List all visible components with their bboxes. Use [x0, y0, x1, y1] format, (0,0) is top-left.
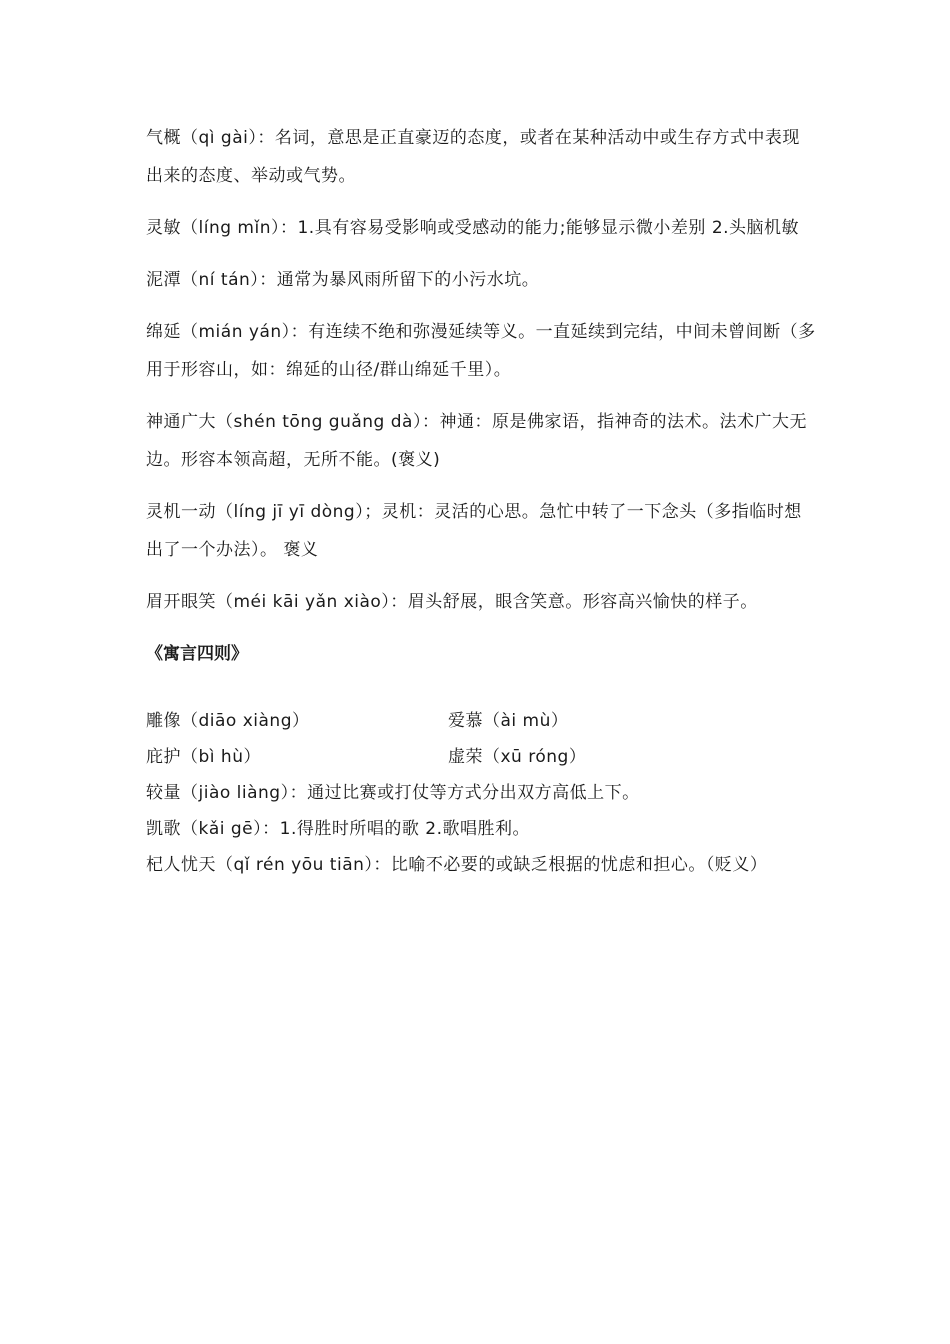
vocab-entry-meikaiyanxiao: 眉开眼笑（méi kāi yǎn xiào）：眉头舒展，眼含笑意。形容高兴愉快的样子。: [146, 592, 758, 612]
vocab-entry-lingmin: 灵敏（líng mǐn）：1.具有容易受影响或受感动的能力;能够显示微小差别 2.头脑机敏: [146, 218, 800, 238]
word-xurong: 虚荣（xū róng）: [448, 747, 587, 767]
vocab-entry-nitan: 泥潭（ní tán）：通常为暴风雨所留下的小污水坑。: [146, 270, 540, 290]
document-content: [146, 119, 816, 883]
word-pair-row: [146, 739, 816, 775]
vocab-entry-lingjiyidong: 灵机一动（líng jī yī dòng）；灵机：灵活的心思。急忙中转了一下念头（多指临时想出了一个办法）。 褒义: [146, 502, 802, 560]
vocab-entry-mianyan: 绵延（mián yán）：有连续不绝和弥漫延续等义。一直延续到完结，中间未曾间断（多用于形容山，如：绵延的山径/群山绵延千里）。: [146, 322, 816, 380]
word-bihu: 庇护（bì hù）: [146, 747, 261, 767]
vocab-entry-shentongguangda: 神通广大（shén tōng guǎng dà）：神通：原是佛家语，指神奇的法术。法术广大无边。形容本领高超，无所不能。(褒义): [146, 412, 807, 470]
section-vocab-list: [146, 703, 816, 883]
word-pair-row: [146, 703, 816, 739]
word-aimu: 爱慕（ài mù）: [448, 711, 569, 731]
vocab-entry-jiaoliang: 较量（jiào liàng）：通过比赛或打仗等方式分出双方高低上下。: [146, 783, 640, 803]
vocab-entry-qigai: 气概（qì gài）：名词，意思是正直豪迈的态度，或者在某种活动中或生存方式中表现出来的态度、举动或气势。: [146, 128, 800, 186]
vocab-entry-qirenyoutian: 杞人忧天（qǐ rén yōu tiān）：比喻不必要的或缺乏根据的忧虑和担心。（贬义）: [146, 855, 768, 875]
word-diaoxiang: 雕像（diāo xiàng）: [146, 711, 310, 731]
section-title: 《寓言四则》: [146, 644, 248, 664]
vocab-entry-kaige: 凯歌（kǎi gē）：1.得胜时所唱的歌 2.歌唱胜利。: [146, 819, 530, 839]
